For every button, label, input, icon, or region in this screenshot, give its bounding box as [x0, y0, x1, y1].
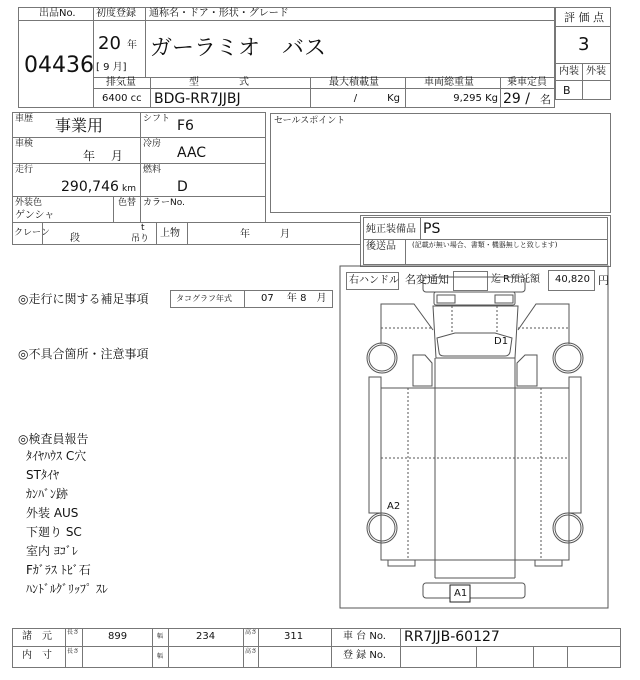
- defects-title: ◎不具合箇所・注意事項: [18, 347, 149, 361]
- yen-unit: 円: [598, 274, 609, 287]
- exterior-label: 外装: [586, 66, 606, 77]
- report-item: ﾊﾝﾄﾞﾙｸﾞﾘｯﾌﾟ ｽﾚ: [26, 582, 108, 596]
- color: ゲンシャ: [15, 210, 55, 221]
- side-left: [369, 377, 381, 513]
- mileage-unit: km: [122, 184, 136, 194]
- equipment: PS: [423, 221, 441, 237]
- driving-notes-title: ◎走行に関する補足事項: [18, 292, 149, 306]
- wheel-front-right: [553, 343, 583, 373]
- spec-width: 234: [196, 631, 216, 642]
- later-note: (記載が無い場合、書類・機器無しと致します): [412, 241, 558, 249]
- interior-grade: B: [563, 84, 571, 97]
- wheel-rear-left: [367, 513, 397, 543]
- reg-year: 20: [98, 33, 121, 54]
- mirror-left: [413, 355, 432, 386]
- inner-height-label: 高さ: [245, 648, 258, 655]
- displacement-label: 排気量: [106, 77, 136, 88]
- tachograph-label: タコグラフ年式: [176, 294, 232, 303]
- ac-label: 冷房: [143, 139, 162, 149]
- fuel: D: [177, 179, 188, 195]
- wheel-front-left: [367, 343, 397, 373]
- upper-label: 上物: [160, 228, 180, 239]
- cab: [433, 306, 518, 358]
- rear-bumper: [423, 583, 525, 598]
- report-item: 外装 AUS: [26, 506, 79, 520]
- inspector-report-title: ◎検査員報告: [18, 432, 89, 446]
- width-label: 幅: [157, 633, 164, 640]
- specs-table: [12, 628, 621, 668]
- interior-label: 内装: [559, 66, 579, 77]
- reg-month: [ 9 月]: [96, 62, 127, 73]
- side-right: [569, 377, 581, 513]
- crane-t: t: [141, 223, 145, 233]
- crane-stage: 段: [70, 233, 80, 244]
- ac: AAC: [177, 145, 207, 161]
- chassis-no: RR7JJB-60127: [404, 629, 500, 645]
- headlight-right: [495, 295, 513, 303]
- registration-label: 登 録 No.: [343, 650, 386, 661]
- diagram-frame: [340, 266, 608, 608]
- capacity-label: 乗車定員: [507, 77, 547, 88]
- report-item: ｶﾝﾊﾞﾝ跡: [26, 487, 69, 501]
- sales-point-label: セールスポイント: [274, 116, 346, 126]
- gross-weight: 9,295 Kg: [453, 93, 498, 104]
- color-no-label: カラーNo.: [143, 198, 185, 208]
- model: BDG-RR7JJBJ: [154, 91, 241, 107]
- inner-length-label: 長さ: [67, 648, 80, 655]
- displacement: 6400 cc: [102, 93, 142, 104]
- report-item: 下廻り SC: [26, 525, 82, 539]
- wheel-rear-right: [553, 513, 583, 543]
- name-label: 通称名・ドア・形状・グレード: [149, 8, 289, 19]
- inner-label: 内 寸: [22, 650, 52, 661]
- first-reg-label: 初度登録: [96, 8, 136, 19]
- later-label: 後送品: [366, 241, 396, 252]
- crane-label: クレーン: [14, 228, 50, 238]
- score: 3: [578, 34, 590, 55]
- chassis-label: 車 台 No.: [343, 631, 386, 642]
- upper-date: 年 月: [240, 229, 290, 240]
- max-load-label: 最大積載量: [329, 77, 379, 88]
- shift-label: シフト: [143, 114, 171, 124]
- score-label: 評 価 点: [564, 11, 604, 24]
- rhd: 右ハンドル: [349, 275, 399, 286]
- damage-mark-a2: A2: [387, 501, 401, 512]
- tachograph-value: 07 年 8 月: [261, 293, 327, 304]
- recycle-label: R預託額: [503, 274, 540, 285]
- headlight-left: [437, 295, 455, 303]
- capacity: 29 /: [503, 91, 530, 107]
- inner-width-label: 幅: [157, 653, 164, 660]
- max-load: / Kg: [353, 93, 400, 104]
- length-label: 長さ: [67, 629, 80, 636]
- history: 事業用: [55, 116, 104, 135]
- fuel-label: 燃料: [143, 165, 162, 175]
- damage-mark-a1: A1: [454, 588, 468, 599]
- mirror-right: [517, 355, 537, 386]
- inspection: 年 月: [83, 149, 123, 163]
- spec-height: 311: [284, 631, 304, 642]
- right-front-panel: [518, 304, 569, 344]
- report-item: ﾀｲﾔﾊｳｽ C穴: [26, 449, 87, 463]
- lot-no-label: 出品No.: [39, 8, 76, 19]
- equipment-label: 純正装備品: [366, 224, 416, 235]
- spec-length: 899: [108, 631, 128, 642]
- color-label: 外装色: [15, 198, 43, 208]
- shift: F6: [177, 118, 194, 134]
- color-change-label: 色替: [118, 198, 137, 208]
- report-item: Fｶﾞﾗｽ ﾄﾋﾞ石: [26, 563, 91, 577]
- capacity-unit: 名: [540, 93, 551, 106]
- history-label: 車歴: [15, 114, 34, 124]
- year-unit: 年: [127, 40, 137, 51]
- gross-weight-label: 車両総重量: [424, 77, 474, 88]
- recycle-fee: 40,820: [555, 274, 590, 285]
- height-label: 高さ: [245, 629, 258, 636]
- inspection-label: 車検: [15, 139, 34, 149]
- name-change-label: 名変通知: [405, 273, 449, 286]
- lot-no: 04436: [24, 53, 94, 78]
- mileage-label: 走行: [15, 165, 34, 175]
- report-item: STﾀｲﾔ: [26, 468, 59, 482]
- damage-mark-d1: D1: [494, 336, 509, 347]
- spec-label: 諸 元: [22, 631, 52, 642]
- left-front-panel: [381, 304, 433, 344]
- model-label: 型 式: [189, 77, 249, 88]
- until-label: 迄: [491, 274, 501, 285]
- report-item: 室内 ﾖｺﾞﾚ: [26, 544, 78, 558]
- mileage: 290,746: [61, 179, 119, 195]
- crane-lift: 吊り: [131, 234, 150, 244]
- vehicle-name: ガーラミオ バス: [150, 36, 327, 61]
